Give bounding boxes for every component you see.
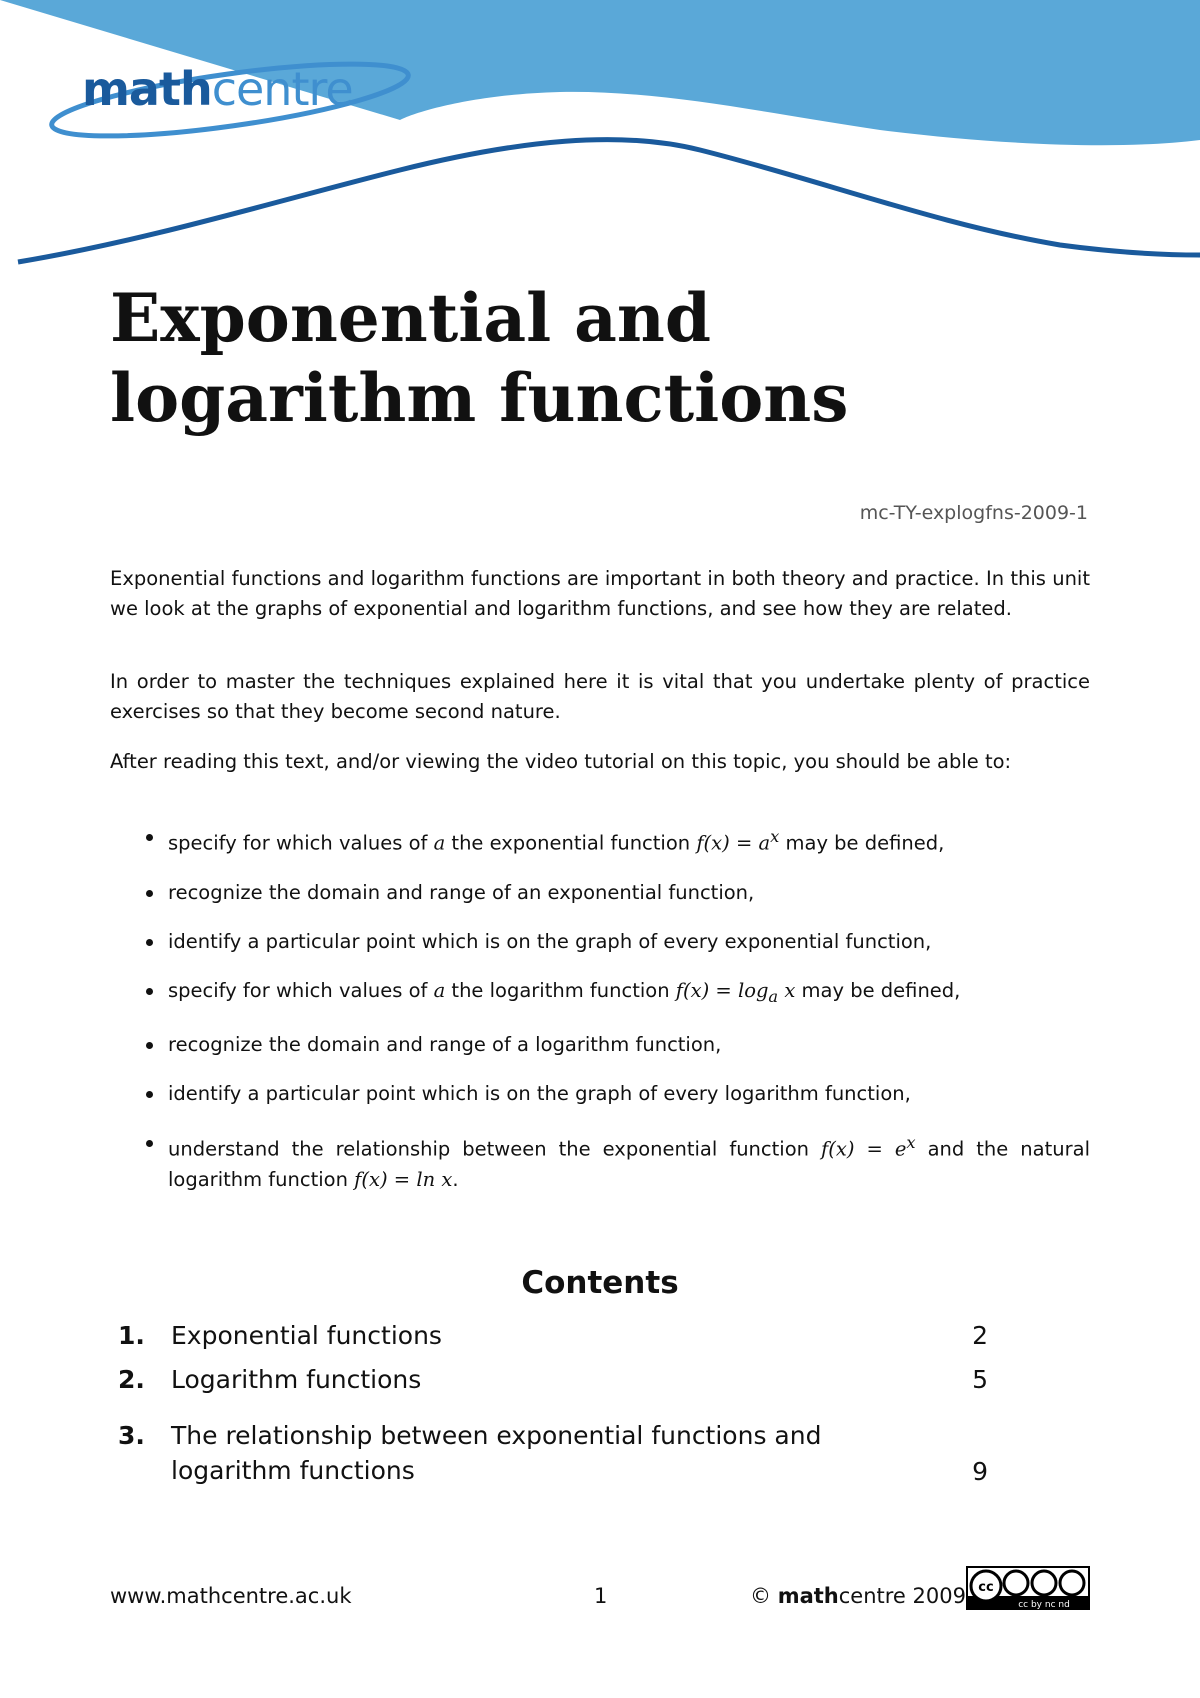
objective-item: recognize the domain and range of a logarithm function, [110, 1030, 1090, 1060]
toc-number: 1. [118, 1321, 145, 1350]
objective-item: recognize the domain and range of an exponential function, [110, 878, 1090, 908]
toc-page: 2 [972, 1321, 988, 1350]
objective-item: understand the relationship between the exponential function $f(x) = e^x$ and the natural logarithm function f(x) = ln x. [110, 1128, 1090, 1195]
logo-centre-text: centre [211, 62, 353, 116]
header-wave-banner [0, 0, 1200, 280]
toc-number: 3. [118, 1421, 145, 1450]
license-badge-text: cc by nc nd [1018, 1600, 1070, 1610]
footer-page-number: 1 [594, 1584, 608, 1608]
toc-page: 5 [972, 1365, 988, 1394]
document-code: mc-TY-explogfns-2009-1 [859, 502, 1088, 524]
creative-commons-license-icon[interactable] [966, 1566, 1090, 1610]
intro-paragraph-3: After reading this text, and/or viewing the video tutorial on this topic, you should be able to: [110, 750, 1012, 773]
header-wave-line [18, 140, 1200, 262]
intro-paragraph-1: Exponential functions and logarithm functions are important in both theory and practice. In this unit we look at the graphs of exponential and logarithm functions, and see how they are related. [110, 567, 1090, 620]
objective-item: specify for which values of a the logarithm function $f(x) = \log_a x$ may be defined, [110, 976, 1090, 1012]
toc-title: Exponential functions [171, 1321, 442, 1350]
footer-url-link[interactable]: www.mathcentre.ac.uk [110, 1584, 352, 1608]
title-line-1: Exponential and [110, 279, 712, 357]
footer-copyright: © mathcentre 2009 [750, 1584, 966, 1608]
toc-page: 9 [972, 1457, 988, 1486]
contents-heading: Contents [521, 1265, 679, 1301]
intro-paragraph-2: In order to master the techniques explained here it is vital that you undertake plenty of practice exercises so that they become second nature. [110, 670, 1090, 723]
copyright-icon: © [750, 1584, 771, 1608]
objective-item: specify for which values of a the exponential function $f(x) = a^x$ may be defined, [110, 822, 1090, 859]
page-title [110, 278, 848, 438]
toc-title: Logarithm functions [171, 1365, 422, 1394]
toc-number: 2. [118, 1365, 145, 1394]
logo-math-text: math [82, 62, 212, 116]
mathcentre-logo [82, 62, 353, 116]
objective-item: identify a particular point which is on the graph of every exponential function, [110, 927, 1090, 957]
objective-item: identify a particular point which is on the graph of every logarithm function, [110, 1079, 1090, 1109]
svg-text:cc: cc [978, 1580, 994, 1595]
toc-entry[interactable] [118, 1418, 988, 1490]
title-line-2: logarithm functions [110, 359, 849, 437]
toc-title: The relationship between exponential functions and logarithm functions [171, 1421, 822, 1485]
learning-objectives-list [110, 822, 1090, 1214]
